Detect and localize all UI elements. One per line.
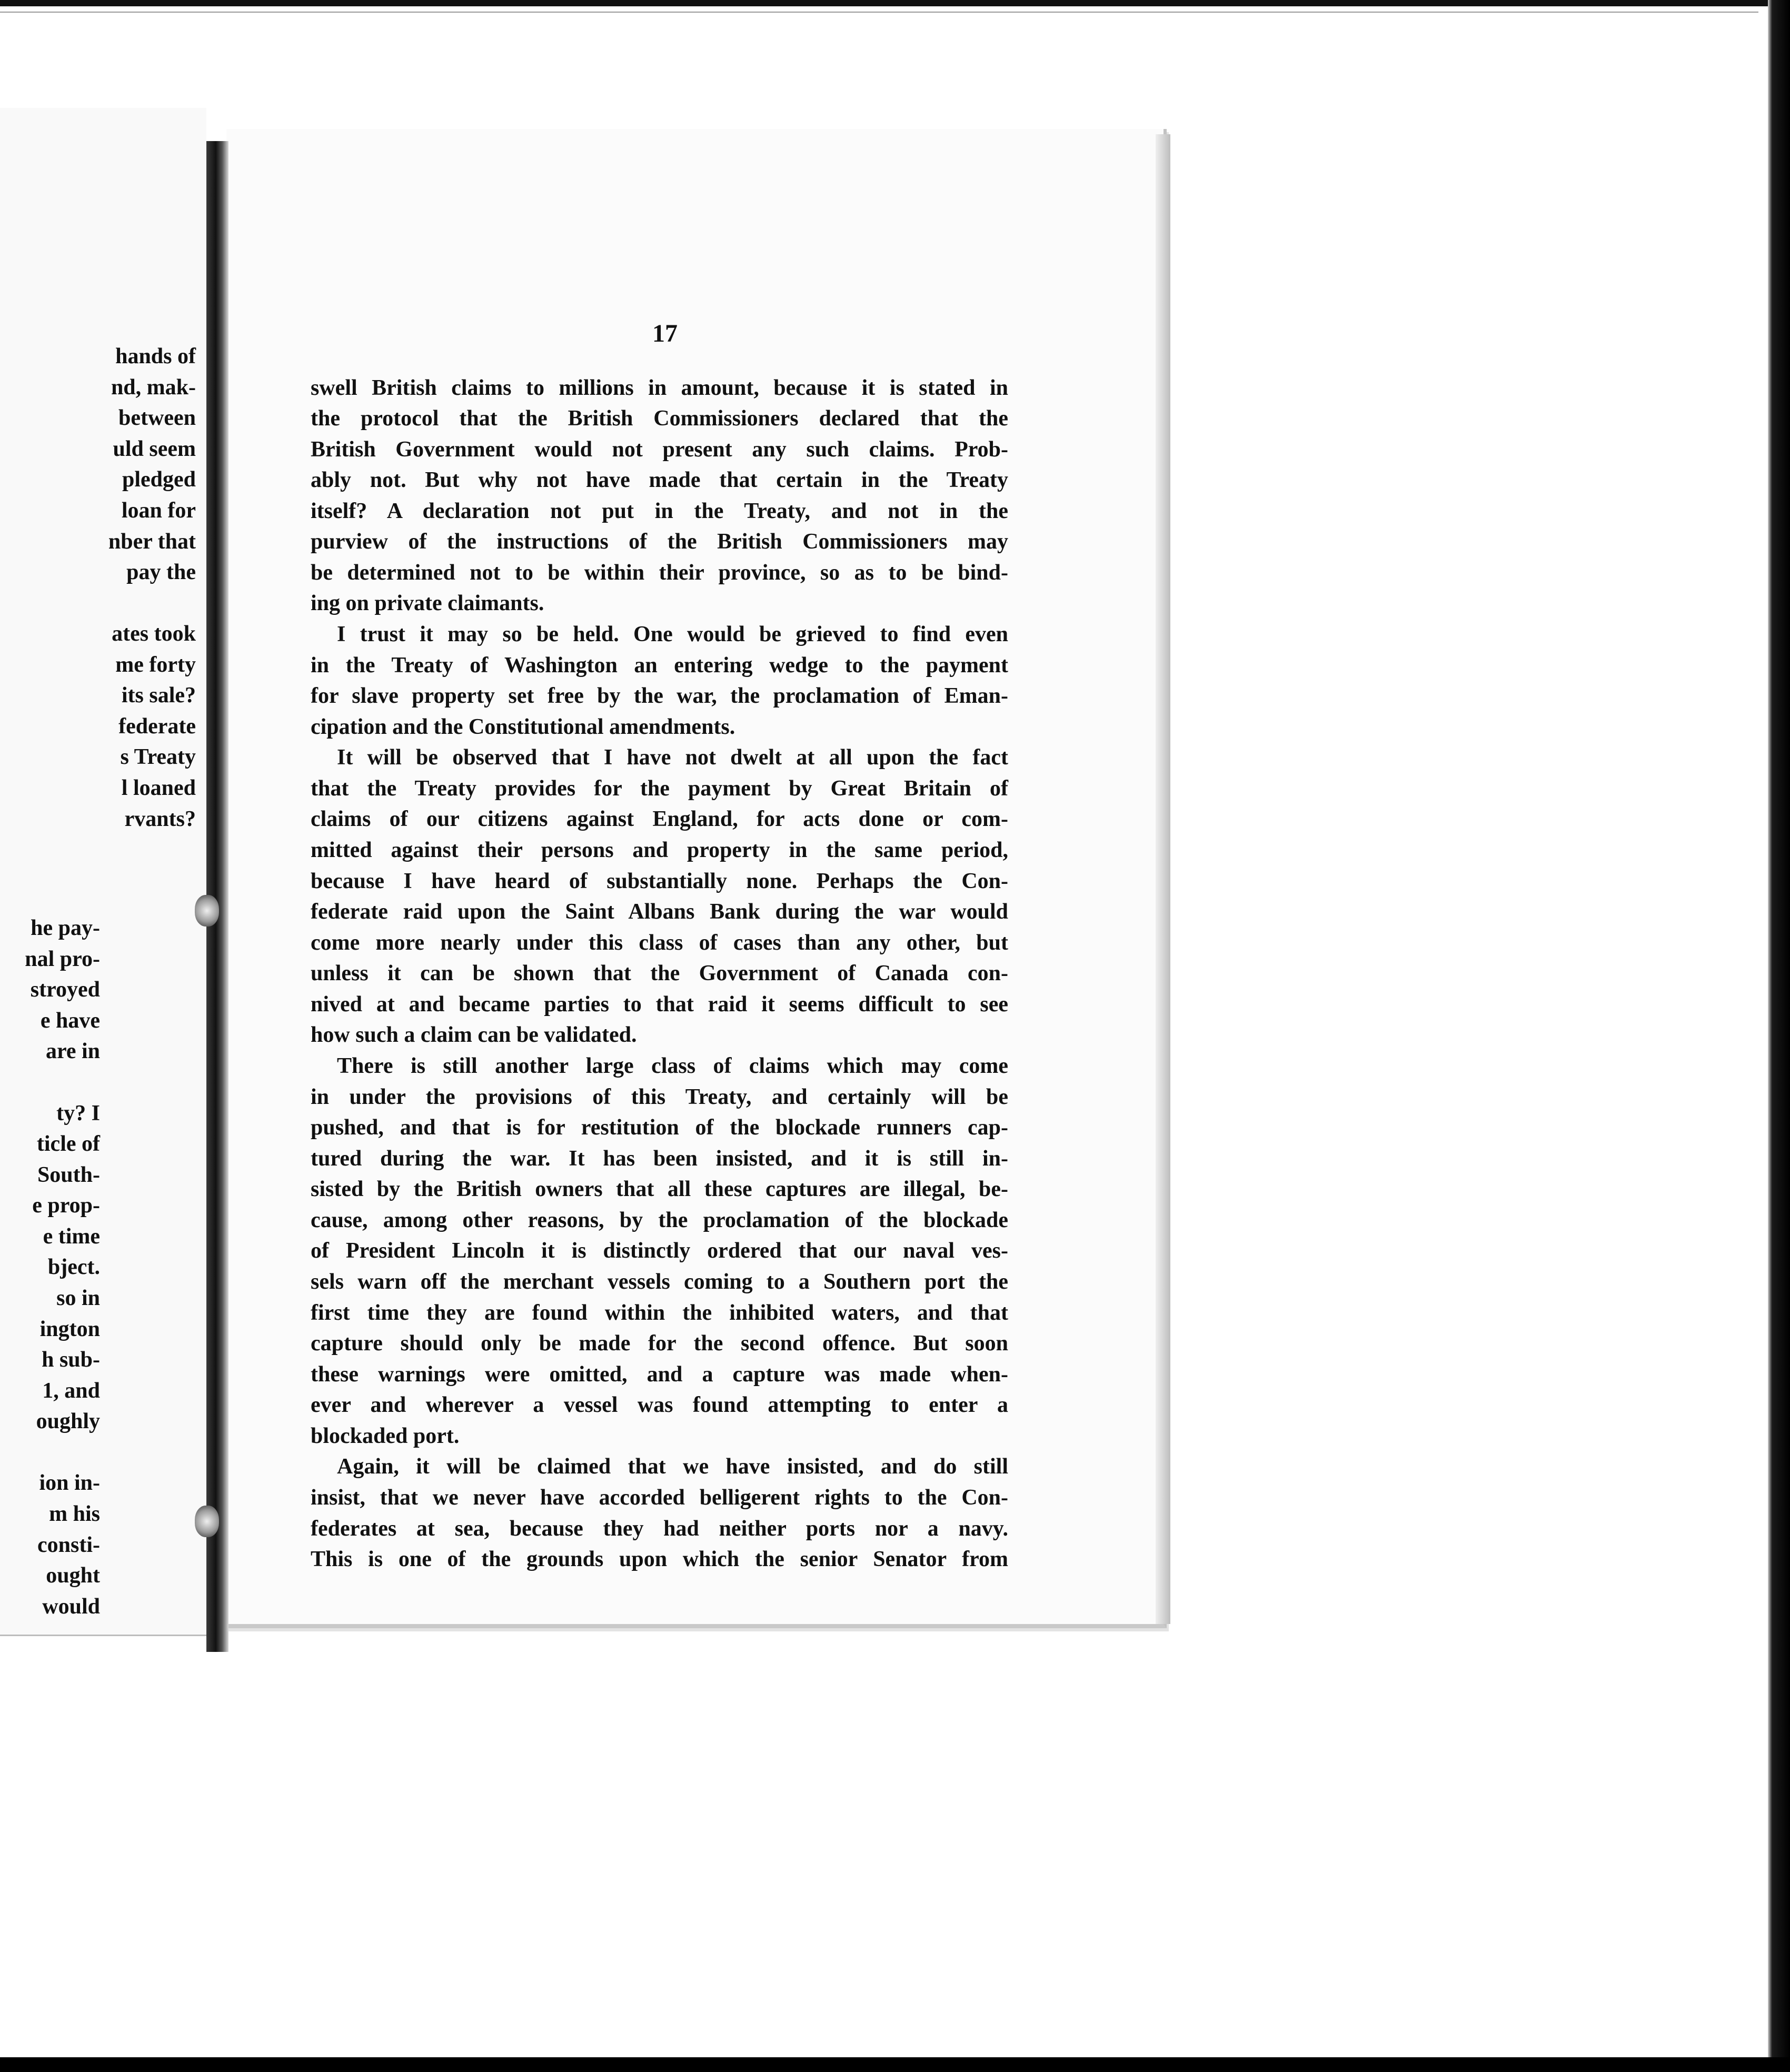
- left-page-line: hands of: [115, 344, 196, 368]
- left-page-line: between: [118, 406, 196, 430]
- body-text-line: This is one of the grounds upon which the senior Senator from: [311, 1547, 1008, 1571]
- body-text-line: I trust it may so be held. One would be grieved to find even: [337, 622, 1008, 646]
- body-text-line: because I have heard of substantially none. Perhaps the Con-: [311, 869, 1008, 893]
- left-page-line: ates took: [112, 622, 196, 646]
- left-page-line: South-: [37, 1163, 100, 1187]
- body-text-line: in under the provisions of this Treaty, and certainly will be: [311, 1085, 1008, 1109]
- body-text-line: purview of the instructions of the British Commissioners may: [311, 530, 1008, 554]
- body-text-line: be determined not to be within their province, so as to be bind-: [311, 561, 1008, 585]
- body-text-line: swell British claims to millions in amount, because it is stated in: [311, 376, 1008, 400]
- left-page-line: are in: [45, 1039, 100, 1063]
- left-page-line: e time: [43, 1224, 100, 1249]
- body-text-line: that the Treaty provides for the payment by Great Britain of: [311, 776, 1008, 801]
- body-text-line: It will be observed that I have not dwelt at all upon the fact: [337, 745, 1008, 770]
- body-text-line: mitted against their persons and property in the same period,: [311, 838, 1008, 862]
- binding-thread: [195, 895, 219, 927]
- left-page-line: m his: [49, 1502, 100, 1526]
- left-page-line: h sub-: [42, 1348, 100, 1372]
- left-page-line: e prop-: [32, 1193, 100, 1218]
- left-page-line: stroyed: [30, 978, 100, 1002]
- body-text-line: claims of our citizens against England, for acts done or com-: [311, 807, 1008, 831]
- left-page-line: loan for: [121, 499, 196, 523]
- left-page-line: consti-: [37, 1533, 100, 1557]
- left-page-line: pledged: [122, 467, 196, 492]
- body-text-line: itself? A declaration not put in the Treaty, and not in the: [311, 499, 1008, 523]
- left-page-line: oughly: [36, 1409, 100, 1433]
- body-text-line: come more nearly under this class of cases than any other, but: [311, 931, 1008, 955]
- body-text-line: tured during the war. It has been insisted, and it is still in-: [311, 1147, 1008, 1171]
- page-fold-shadow: [1156, 134, 1170, 1624]
- left-page-line: me forty: [115, 653, 196, 677]
- left-page-line: nd, mak-: [111, 375, 196, 400]
- scan-edge-rule: [0, 12, 1758, 13]
- left-page-line: bject.: [47, 1255, 100, 1279]
- left-page-line: its sale?: [121, 683, 196, 708]
- page-number: 17: [652, 320, 678, 347]
- body-text-line: Again, it will be claimed that we have insisted, and do still: [337, 1455, 1008, 1479]
- body-text-line: cipation and the Constitutional amendments.: [311, 715, 735, 739]
- left-page-line: 1, and: [42, 1379, 100, 1403]
- body-text-line: federate raid upon the Saint Albans Bank during the war would: [311, 900, 1008, 924]
- body-text-line: these warnings were omitted, and a capture was made when-: [311, 1362, 1008, 1387]
- body-text-line: sels warn off the merchant vessels coming to a Southern port the: [311, 1270, 1008, 1294]
- body-text-line: the protocol that the British Commissioners declared that the: [311, 406, 1008, 431]
- left-page-line: so in: [56, 1286, 100, 1310]
- body-text-line: in the Treaty of Washington an entering wedge to the payment: [311, 653, 1008, 678]
- left-page-line: nber that: [108, 530, 196, 554]
- left-page-line: nal pro-: [25, 947, 100, 971]
- body-text-line: sisted by the British owners that all these captures are illegal, be-: [311, 1177, 1008, 1201]
- body-text-line: federates at sea, because they had neither ports nor a navy.: [311, 1517, 1008, 1541]
- scan-right-border: [1768, 0, 1790, 2072]
- scan-bottom-border: [0, 2057, 1790, 2072]
- left-page-line: e have: [40, 1009, 100, 1033]
- body-text-line: There is still another large class of claims which may come: [337, 1054, 1008, 1078]
- body-text-line: cause, among other reasons, by the proclamation of the blockade: [311, 1208, 1008, 1232]
- body-text-line: British Government would not present any such claims. Prob-: [311, 437, 1008, 462]
- left-facing-page: [0, 108, 206, 1636]
- body-text-line: first time they are found within the inhibited waters, and that: [311, 1301, 1008, 1325]
- body-text-line: of President Lincoln it is distinctly ordered that our naval ves-: [311, 1239, 1008, 1263]
- left-page-line: ington: [39, 1317, 100, 1341]
- body-text-line: capture should only be made for the second offence. But soon: [311, 1331, 1008, 1356]
- body-text-line: nived at and became parties to that raid it seems difficult to see: [311, 992, 1008, 1017]
- left-page-line: ticle of: [36, 1132, 100, 1156]
- left-page-line: pay the: [126, 560, 196, 584]
- scan-top-border: [0, 0, 1769, 6]
- left-page-line: l loaned: [121, 776, 196, 800]
- left-page-line: ought: [46, 1563, 100, 1588]
- left-page-line: ion in-: [39, 1471, 100, 1495]
- body-text-line: ing on private claimants.: [311, 591, 544, 615]
- left-page-line: s Treaty: [120, 745, 196, 769]
- body-text-line: ever and wherever a vessel was found attempting to enter a: [311, 1393, 1008, 1417]
- left-page-line: would: [42, 1595, 100, 1619]
- body-text-line: insist, that we never have accorded belligerent rights to the Con-: [311, 1486, 1008, 1510]
- body-text-line: unless it can be shown that the Government of Canada con-: [311, 961, 1008, 985]
- body-text-line: for slave property set free by the war, the proclamation of Eman-: [311, 684, 1008, 708]
- body-text-line: ably not. But why not have made that certain in the Treaty: [311, 468, 1008, 492]
- body-text-line: pushed, and that is for restitution of the blockade runners cap-: [311, 1115, 1008, 1140]
- body-text-line: blockaded port.: [311, 1424, 460, 1448]
- binding-thread: [195, 1506, 219, 1537]
- left-page-line: ty? I: [56, 1101, 100, 1125]
- left-page-line: uld seem: [113, 437, 196, 461]
- left-page-line: he pay-: [31, 916, 100, 940]
- left-page-line: rvants?: [124, 807, 196, 831]
- body-text-line: how such a claim can be validated.: [311, 1023, 637, 1047]
- left-page-line: federate: [118, 714, 196, 739]
